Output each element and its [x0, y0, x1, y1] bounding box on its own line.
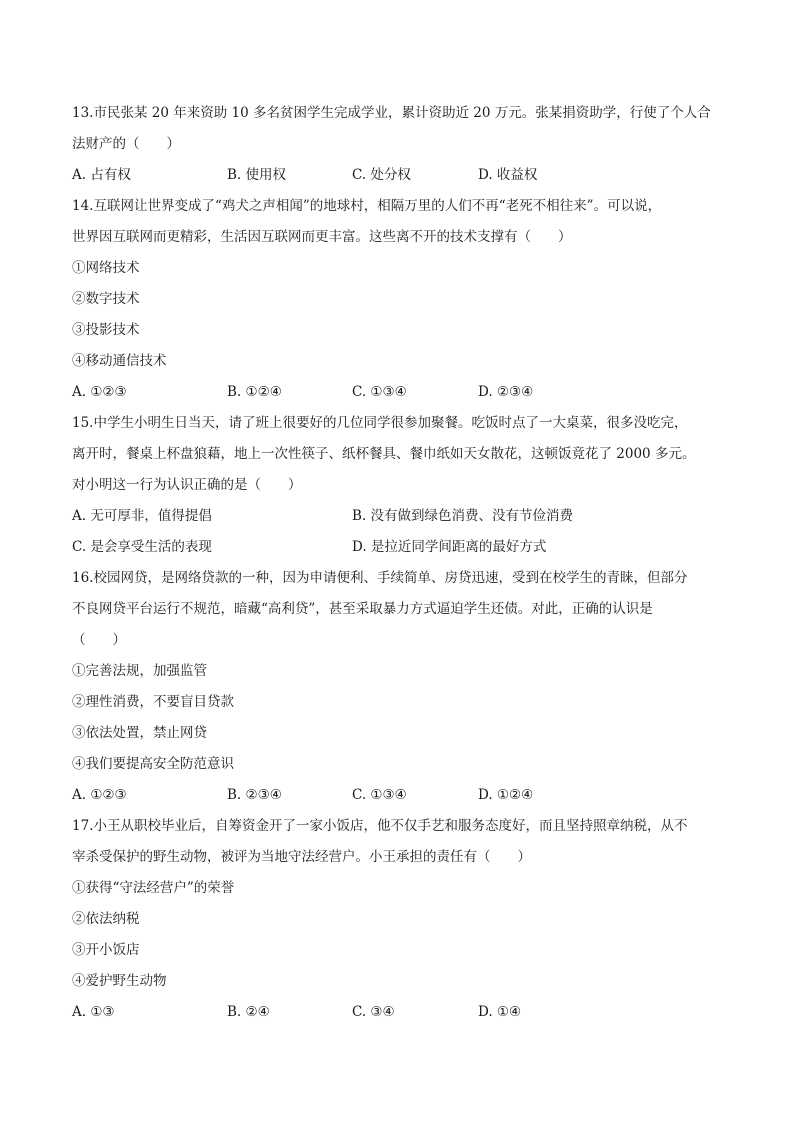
q15-stem-line-1: 15.中学生小明生日当天，请了班上很要好的几位同学很参加聚餐。吃饭时点了一大桌菜，很多没吃完，: [72, 415, 688, 431]
q17-item-2: ②依法纳税: [72, 911, 140, 927]
q17-stem-line-2: 宰杀受保护的野生动物，被评为当地守法经营户。小王承担的责任有（ ）: [72, 849, 531, 865]
q15-stem-line-3: 对小明这一行为认识正确的是（ ）: [72, 477, 302, 493]
q17-item-3: ③开小饭店: [72, 942, 140, 958]
q13-stem-line-2: 法财产的（ ）: [72, 136, 180, 152]
q16-item-3: ③依法处置，禁止网贷: [72, 725, 207, 741]
q14-option-d[interactable]: D. ②③④: [478, 384, 534, 400]
q17-item-1: ①获得“守法经营户”的荣誉: [72, 880, 235, 896]
q13-option-d[interactable]: D. 收益权: [478, 167, 538, 183]
q16-stem-line-2: 不良网贷平台运行不规范，暗藏“高利贷”，甚至采取暴力方式逼迫学生还债。对此，正确的认识是: [72, 601, 653, 617]
q16-option-b[interactable]: B. ②③④: [227, 787, 282, 803]
q13-option-b[interactable]: B. 使用权: [227, 167, 287, 183]
q14-item-1: ①网络技术: [72, 260, 140, 276]
q14-option-b[interactable]: B. ①②④: [227, 384, 282, 400]
q16-item-4: ④我们要提高安全防范意识: [72, 756, 234, 772]
q14-item-4: ④移动通信技术: [72, 353, 167, 369]
q14-stem-line-2: 世界因互联网而更精彩，生活因互联网而更丰富。这些离不开的技术支撑有（ ）: [72, 229, 572, 245]
q14-option-c[interactable]: C. ①③④: [352, 384, 407, 400]
q16-stem-line-3: （ ）: [72, 632, 126, 648]
q17-option-d[interactable]: D. ①④: [478, 1004, 522, 1020]
q16-option-d[interactable]: D. ①②④: [478, 787, 534, 803]
q15-stem-line-2: 离开时，餐桌上杯盘狼藉，地上一次性筷子、纸杯餐具、餐巾纸如天女散花，这顿饭竟花了 2000 多元。: [72, 446, 696, 462]
q14-stem-line-1: 14.互联网让世界变成了“鸡犬之声相闻”的地球村，相隔万里的人们不再“老死不相往来”。可以说，: [72, 198, 662, 214]
q16-option-a[interactable]: A. ①②③: [72, 787, 127, 803]
q15-option-d[interactable]: D. 是拉近同学间距离的最好方式: [352, 539, 547, 555]
q14-option-a[interactable]: A. ①②③: [72, 384, 127, 400]
q13-option-c[interactable]: C. 处分权: [352, 167, 411, 183]
q14-item-2: ②数字技术: [72, 291, 140, 307]
q17-option-a[interactable]: A. ①③: [72, 1004, 115, 1020]
q16-stem-line-1: 16.校园网贷，是网络贷款的一种，因为申请便利、手续简单、房贷迅速，受到在校学生的青睐，但部分: [72, 570, 688, 586]
q15-option-b[interactable]: B. 没有做到绿色消费、没有节俭消费: [352, 508, 574, 524]
q16-item-1: ①完善法规，加强监管: [72, 663, 207, 679]
q13-stem-line-1: 13.市民张某 20 年来资助 10 多名贫困学生完成学业，累计资助近 20 万元。张某捐资助学，行使了个人合: [72, 105, 711, 121]
q17-item-4: ④爱护野生动物: [72, 973, 167, 989]
q15-option-a[interactable]: A. 无可厚非，值得提倡: [72, 508, 212, 524]
q16-item-2: ②理性消费，不要盲目贷款: [72, 694, 234, 710]
q16-option-c[interactable]: C. ①③④: [352, 787, 407, 803]
q17-option-b[interactable]: B. ②④: [227, 1004, 270, 1020]
q17-stem-line-1: 17.小王从职校毕业后，自筹资金开了一家小饭店，他不仅手艺和服务态度好，而且坚持照章纳税，从不: [72, 818, 688, 834]
q13-option-a[interactable]: A. 占有权: [72, 167, 131, 183]
q17-option-c[interactable]: C. ③④: [352, 1004, 395, 1020]
q14-item-3: ③投影技术: [72, 322, 140, 338]
q15-option-c[interactable]: C. 是会享受生活的表现: [72, 539, 212, 555]
